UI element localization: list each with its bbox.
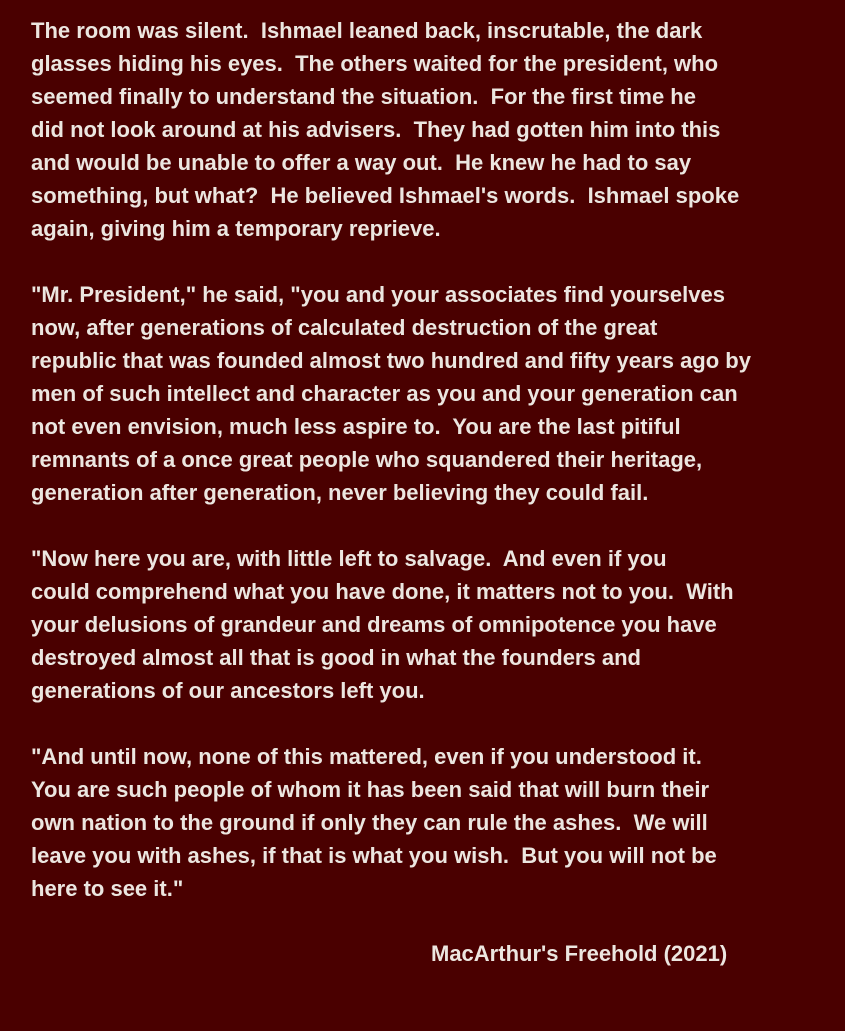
text-line: generation after generation, never believing they could fail. — [31, 480, 649, 505]
text-line: men of such intellect and character as you and your generation can — [31, 381, 738, 406]
paragraph-gap — [31, 245, 831, 278]
text-line: not even envision, much less aspire to. You are the last pitiful — [31, 414, 681, 439]
paragraph-1 — [31, 14, 831, 245]
text-line: could comprehend what you have done, it matters not to you. With — [31, 579, 734, 604]
excerpt-text — [31, 14, 831, 905]
text-line: destroyed almost all that is good in what the founders and — [31, 645, 641, 670]
text-line: generations of our ancestors left you. — [31, 678, 425, 703]
text-line: again, giving him a temporary reprieve. — [31, 216, 441, 241]
text-line: did not look around at his advisers. They had gotten him into this — [31, 117, 721, 142]
text-line: remnants of a once great people who squandered their heritage, — [31, 447, 703, 472]
text-line: here to see it." — [31, 876, 184, 901]
text-line: now, after generations of calculated destruction of the great — [31, 315, 658, 340]
paragraph-3 — [31, 542, 831, 707]
paragraph-gap — [31, 509, 831, 542]
paragraph-4 — [31, 740, 831, 905]
text-line: your delusions of grandeur and dreams of omnipotence you have — [31, 612, 717, 637]
attribution: MacArthur's Freehold (2021) — [431, 941, 728, 966]
text-line: "And until now, none of this mattered, even if you understood it. — [31, 744, 702, 769]
text-line: "Now here you are, with little left to salvage. And even if you — [31, 546, 667, 571]
text-line: The room was silent. Ishmael leaned back, inscrutable, the dark — [31, 18, 703, 43]
paragraph-gap — [31, 707, 831, 740]
text-line: leave you with ashes, if that is what you wish. But you will not be — [31, 843, 717, 868]
paragraph-2 — [31, 278, 831, 509]
text-line: and would be unable to offer a way out. He knew he had to say — [31, 150, 692, 175]
text-line: seemed finally to understand the situation. For the first time he — [31, 84, 696, 109]
text-line: something, but what? He believed Ishmael's words. Ishmael spoke — [31, 183, 740, 208]
text-line: glasses hiding his eyes. The others waited for the president, who — [31, 51, 719, 76]
text-line: own nation to the ground if only they can rule the ashes. We will — [31, 810, 708, 835]
text-line: "Mr. President," he said, "you and your associates find yourselves — [31, 282, 725, 307]
text-line: republic that was founded almost two hundred and fifty years ago by — [31, 348, 751, 373]
text-line: You are such people of whom it has been said that will burn their — [31, 777, 710, 802]
